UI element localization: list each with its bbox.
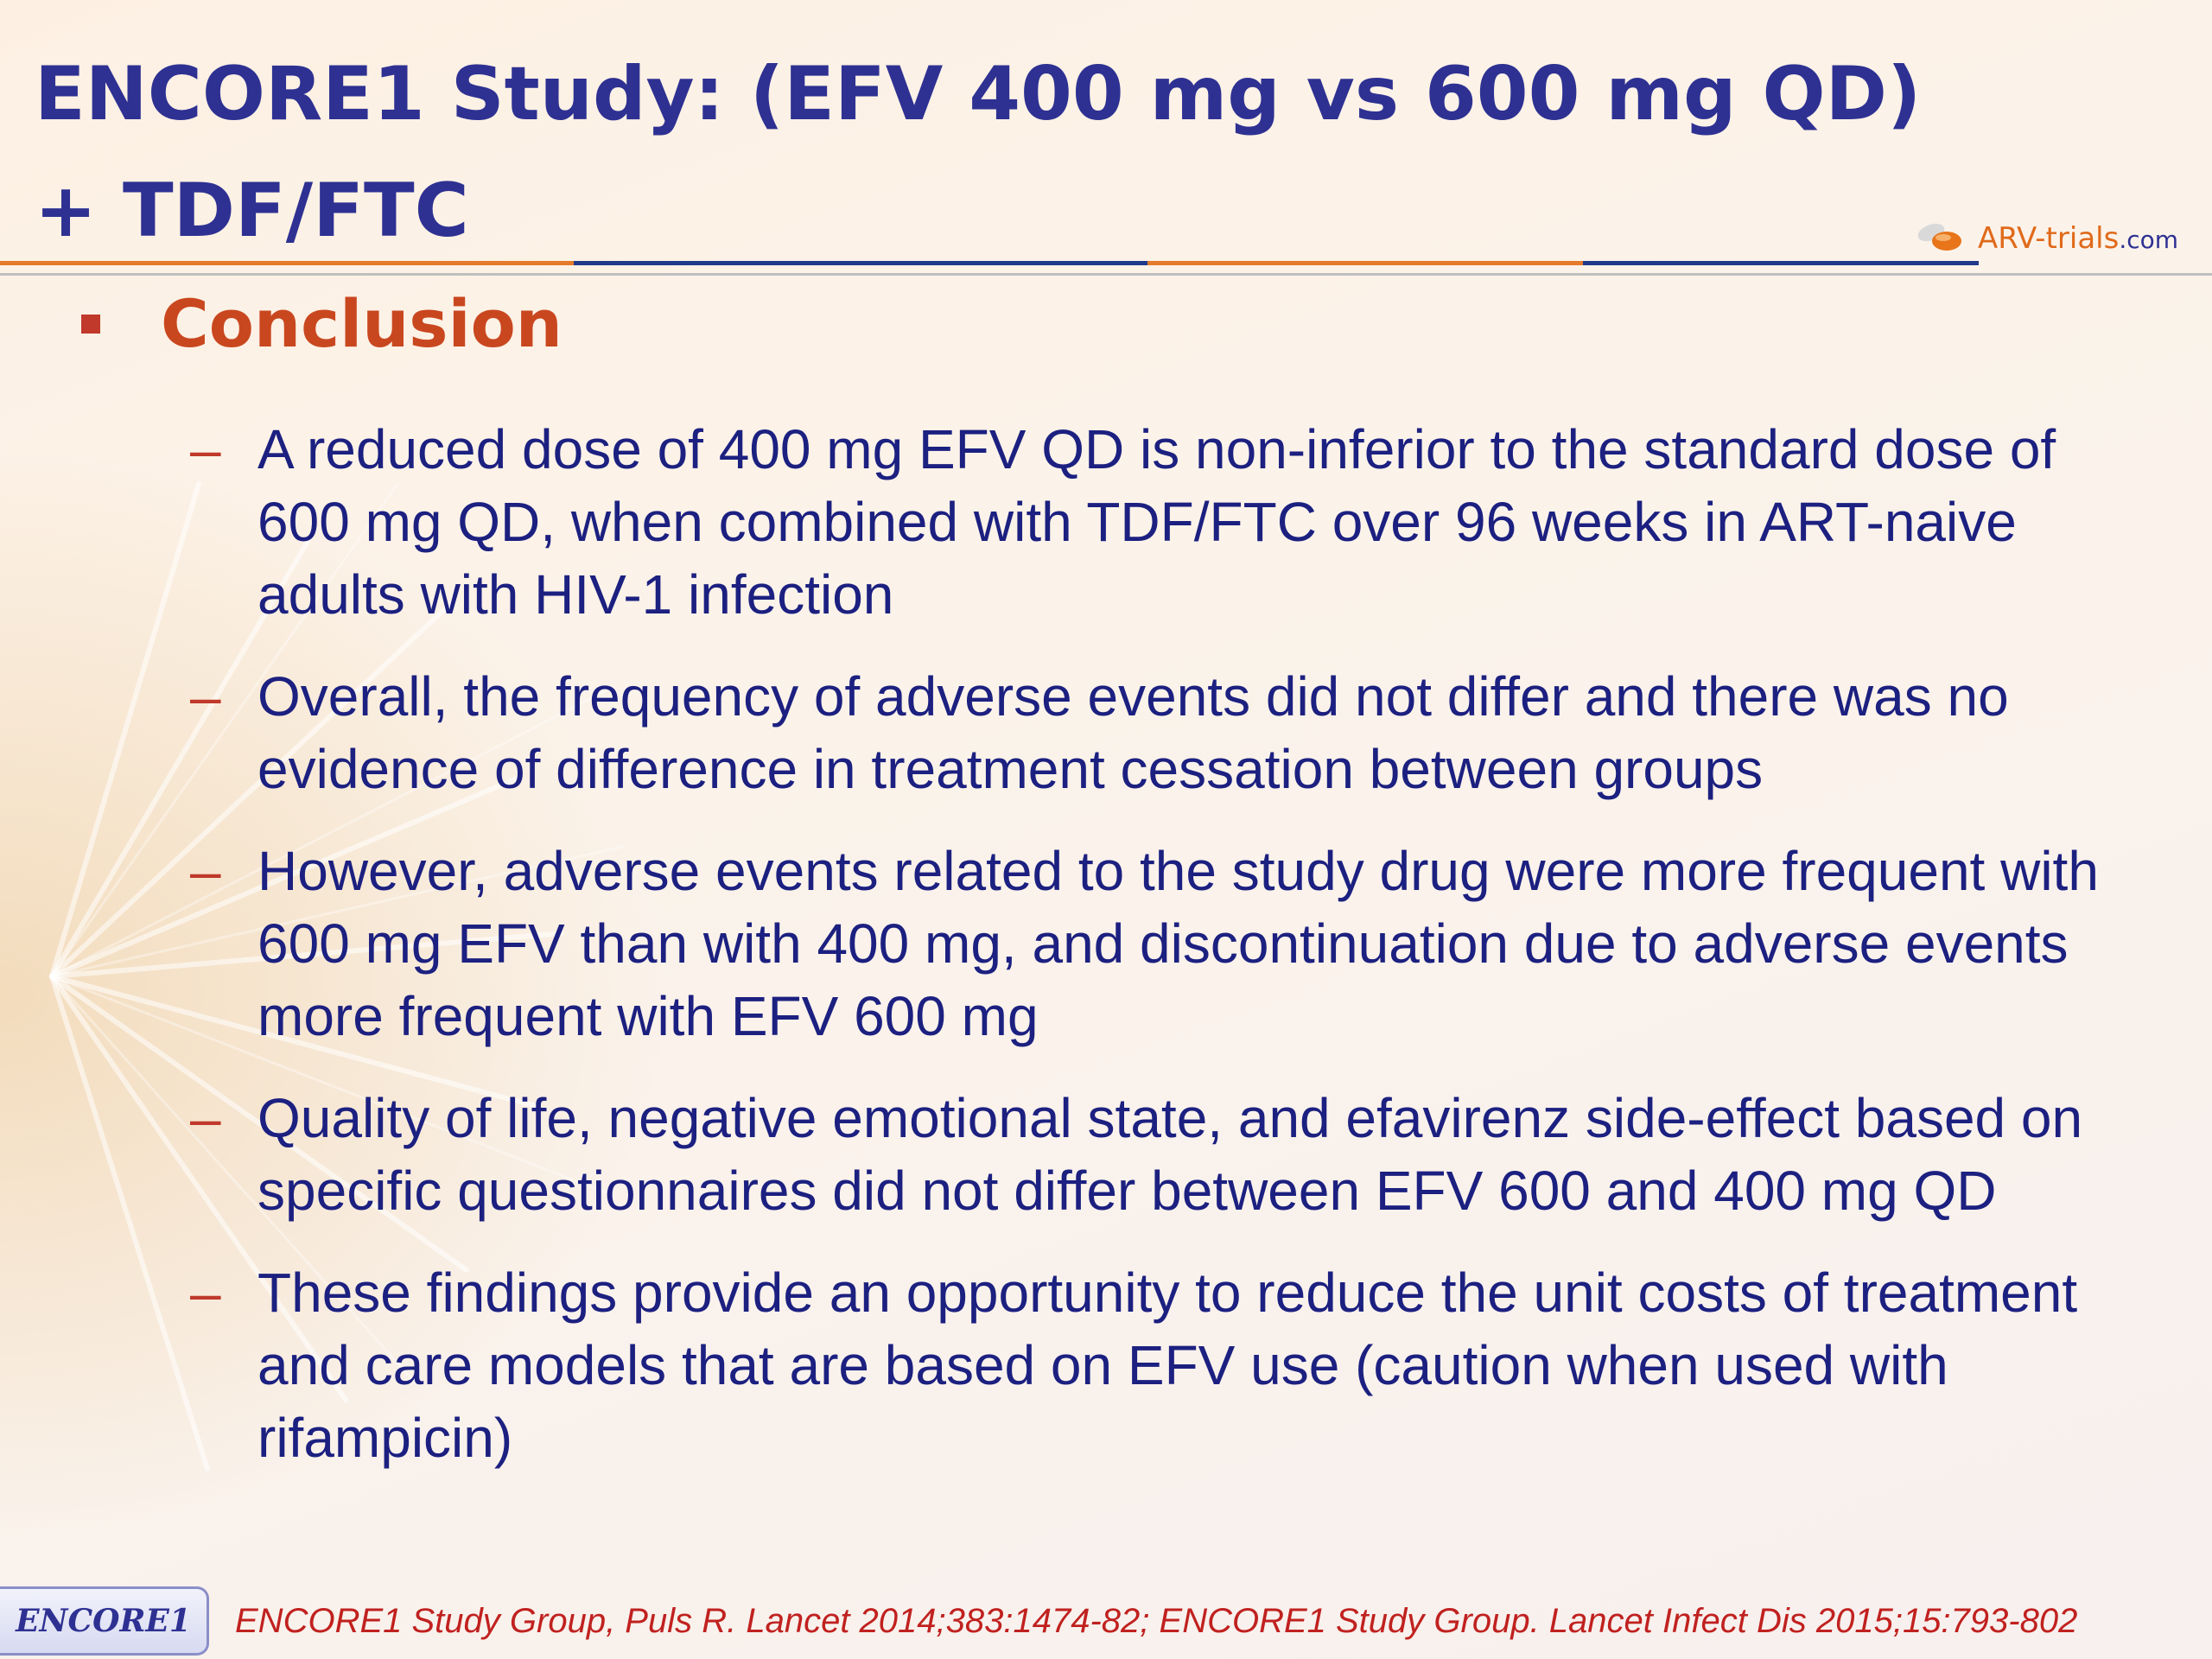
title-divider-thin (0, 273, 2212, 276)
list-item (190, 1082, 2143, 1227)
square-bullet-icon (81, 315, 100, 334)
title-line-1: ENCORE1 Study: (EFV 400 mg vs 600 mg QD) (35, 51, 1922, 137)
section-heading (81, 285, 563, 362)
dash-bullet: – (190, 840, 221, 902)
list-item-text: These findings provide an opportunity to reduce the unit costs of treatment and care models that are based on EFV use (caution when used with rifampicin) (257, 1262, 2078, 1469)
list-item-text: Overall, the frequency of adverse events did not differ and there was no evidence of difference in treatment cessation between groups (257, 665, 2009, 800)
dash-bullet: – (190, 1087, 221, 1149)
logo-text: ARV-trials.com (1978, 221, 2179, 256)
list-item (190, 835, 2143, 1052)
pill-logo-icon (1914, 217, 1974, 260)
list-item-text: However, adverse events related to the study drug were more frequent with 600 mg EFV than with 400 mg, and discontinuation due to adverse events more frequent with EFV 600 mg (257, 840, 2099, 1047)
dash-bullet: – (190, 665, 221, 728)
conclusion-list (190, 413, 2143, 1503)
slide-title (35, 36, 1921, 270)
study-badge-label: ENCORE1 (16, 1603, 191, 1639)
list-item (190, 660, 2143, 805)
list-item-text: A reduced dose of 400 mg EFV QD is non-inferior to the standard dose of 600 mg QD, when combined with TDF/FTC over 96 weeks in ART-naive adults with HIV-1 infection (257, 418, 2056, 626)
list-item (190, 413, 2143, 631)
list-item-text: Quality of life, negative emotional state, and efavirenz side-effect based on specific questionnaires did not differ between EFV 600 and 400 mg QD (257, 1087, 2083, 1222)
reference-citation: ENCORE1 Study Group, Puls R. Lancet 2014;383:1474-82; ENCORE1 Study Group. Lancet Infect Dis 2015;15:793-802 (235, 1602, 2078, 1640)
dash-bullet: – (190, 1262, 221, 1324)
title-line-2: + TDF/FTC (35, 168, 469, 254)
list-item (190, 1256, 2143, 1474)
dash-bullet: – (190, 418, 221, 480)
study-badge (0, 1586, 209, 1656)
title-divider (0, 261, 1979, 265)
section-heading-text: Conclusion (161, 285, 563, 362)
arv-trials-logo (1914, 214, 2178, 263)
